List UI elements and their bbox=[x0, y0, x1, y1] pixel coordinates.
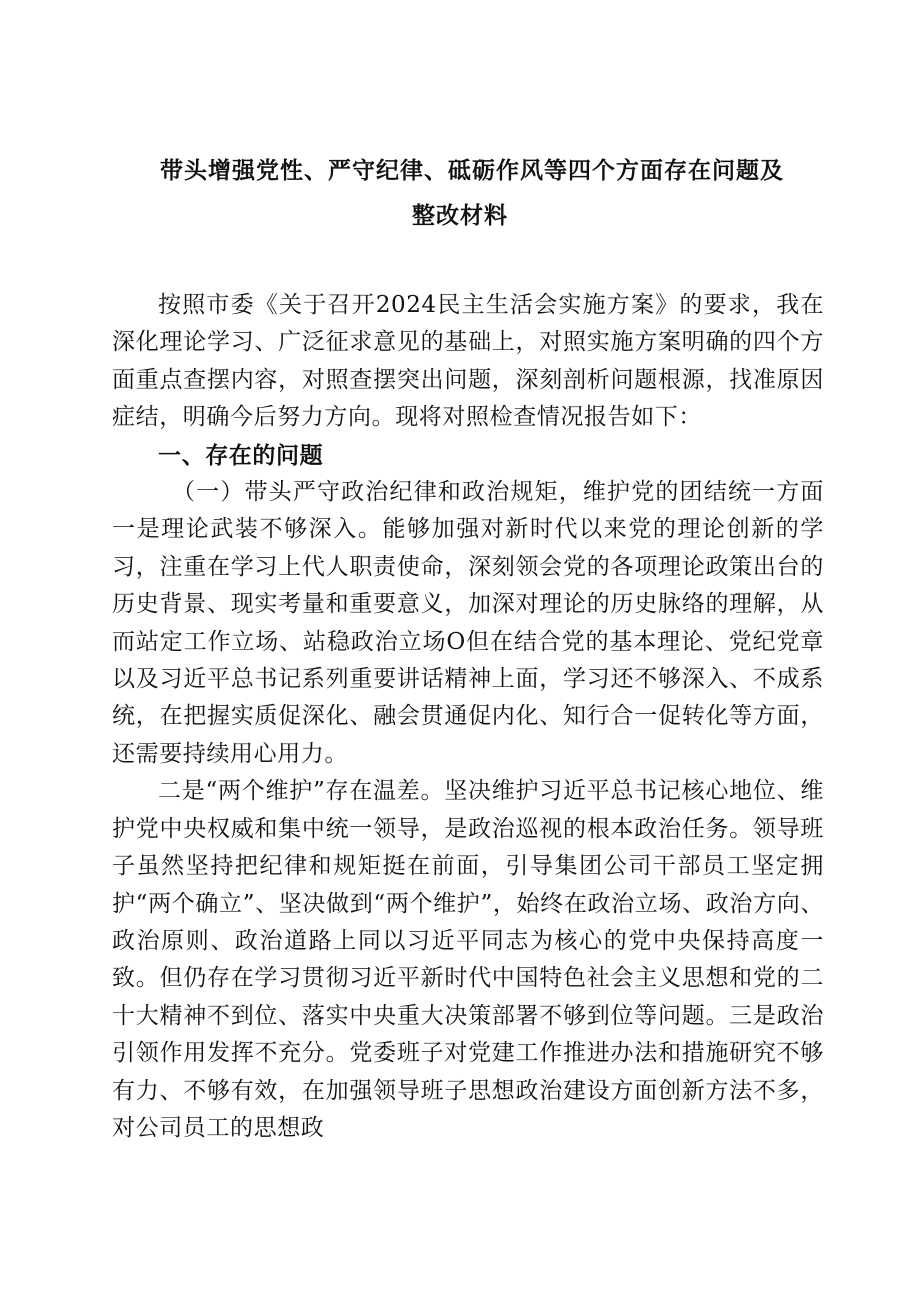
document-title-line2: 整改材料 bbox=[412, 202, 508, 229]
document-title-line1: 带头增强党性、严守纪律、砥砺作风等四个方面存在问题及 bbox=[160, 157, 784, 184]
section-heading: 一、存在的问题 bbox=[158, 441, 324, 469]
document-body bbox=[112, 287, 824, 1147]
subsection-paragraph: （一）带头严守政治纪律和政治规矩，维护党的团结统一方面一是理论武装不够深入。能够加强对新时代以来党的理论创新的学习，注重在学习上代人职责使命，深刻领会党的各项理论政策出台的历史背景、现实考量和重要意义，加深对理论的历史脉络的理解，从而站定工作立场、站稳政治立场O但在结合党的基本理论、党纪党章以及习近平总书记系列重要讲话精神上面，学习还不够深入、不成系统，在把握实质促深化、融会贯通促内化、知行合一促转化等方面，还需要持续用心用力。 bbox=[112, 479, 824, 767]
body-paragraph: 二是“两个维护”存在温差。坚决维护习近平总书记核心地位、维护党中央权威和集中统一领导，是政治巡视的根本政治任务。领导班子虽然坚持把纪律和规矩挺在前面，引导集团公司干部员工坚定拥护“两个确立”、坚决做到“两个维护”，始终在政治立场、政治方向、政治原则、政治道路上同以习近平同志为核心的党中央保持高度一致。但仍存在学习贯彻习近平新时代中国特色社会主义思想和党的二十大精神不到位、落实中央重大决策部署不够到位等问题。三是政治引领作用发挥不充分。党委班子对党建工作推进办法和措施研究不够有力、不够有效，在加强领导班子思想政治建设方面创新方法不多，对公司员工的思想政 bbox=[112, 778, 824, 1141]
intro-paragraph: 按照市委《关于召开2024民主生活会实施方案》的要求，我在深化理论学习、广泛征求意见的基础上，对照实施方案明确的四个方面重点查摆内容，对照查摆突出问题，深刻剖析问题根源，找准原因症结，明确今后努力方向。现将对照检查情况报告如下： bbox=[112, 292, 824, 431]
